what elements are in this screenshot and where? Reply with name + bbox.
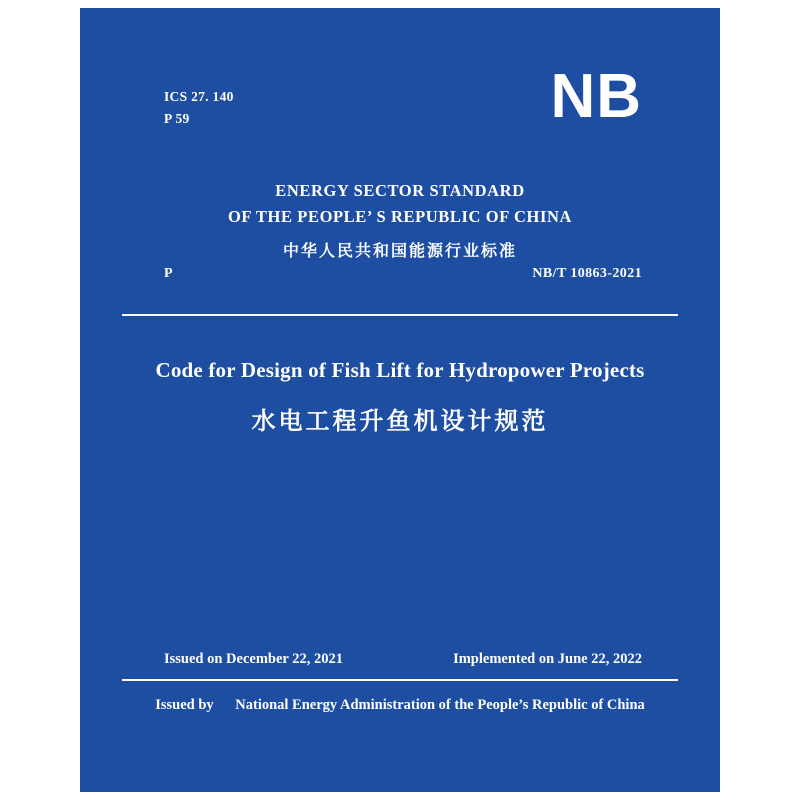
issued-by-label: Issued by: [155, 697, 214, 713]
standard-heading: [80, 178, 720, 261]
issuer-organization: National Energy Administration of the People’s Republic of China: [235, 697, 645, 713]
standard-heading-line-1: ENERGY SECTOR STANDARD: [275, 181, 525, 200]
page-title-chinese: 水电工程升鱼机设计规范: [251, 409, 549, 435]
divider-top: [122, 314, 678, 316]
document-title-block: [80, 358, 720, 436]
standard-heading-line-2: OF THE PEOPLE’ S REPUBLIC OF CHINA: [227, 206, 573, 226]
standard-heading-chinese: 中华人民共和国能源行业标准: [282, 243, 517, 261]
ics-number: ICS 27. 140: [164, 89, 234, 104]
issued-date: Issued on December 22, 2021: [164, 651, 343, 667]
implemented-date: Implemented on June 22, 2022: [453, 651, 642, 667]
ics-block: [164, 86, 234, 131]
divider-bottom: [122, 679, 678, 681]
ics-secondary-code: P 59: [164, 111, 190, 127]
page-title: Code for Design of Fish Lift for Hydropower Projects: [155, 358, 645, 382]
standard-cover: [80, 8, 720, 792]
nb-logo: NB: [550, 62, 642, 131]
issuer-row: [80, 697, 720, 714]
classification-code: P: [164, 266, 174, 281]
dates-row: [164, 651, 642, 668]
standard-number: NB/T 10863-2021: [532, 266, 642, 281]
classification-row: [164, 266, 642, 282]
